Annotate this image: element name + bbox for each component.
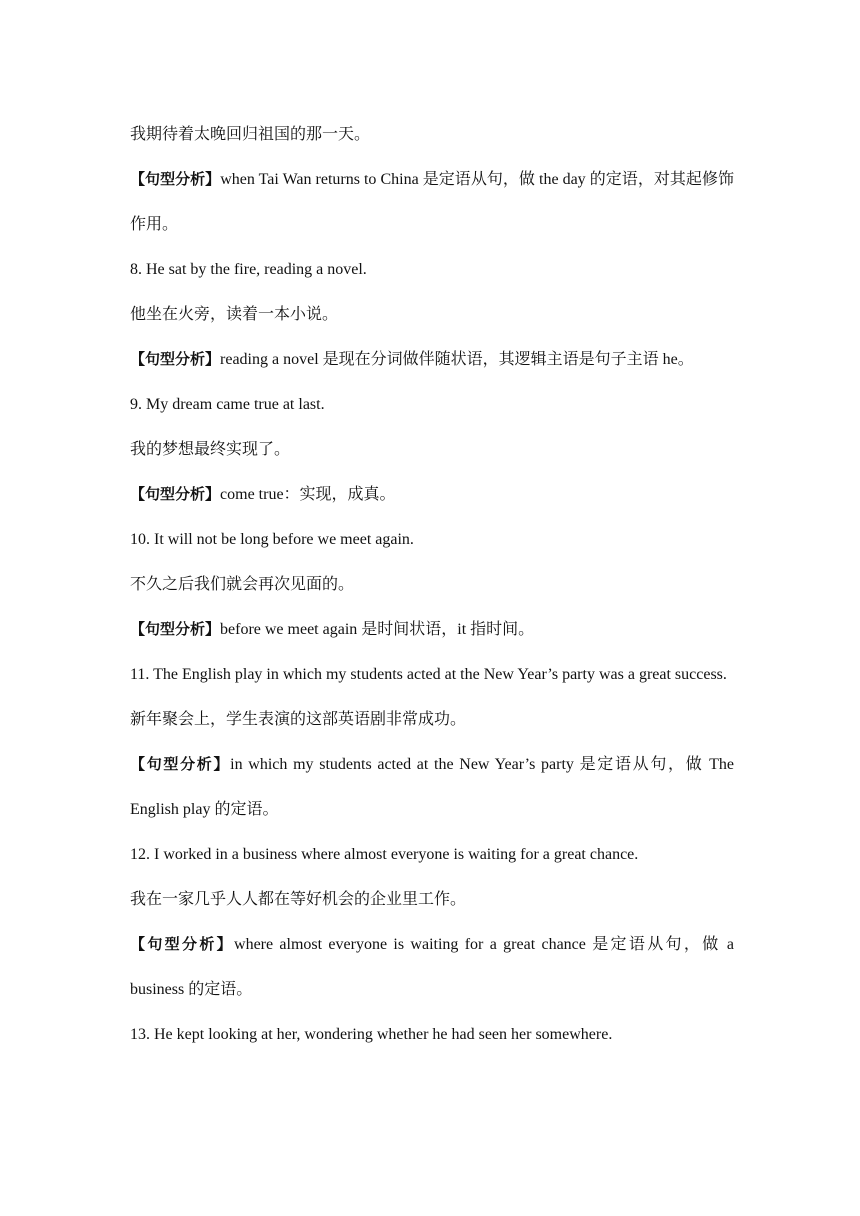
analysis-paragraph (130, 922, 734, 1012)
analysis-label: 【句型分析】 (130, 935, 235, 953)
analysis-text: reading a novel 是现在分词做伴随状语，其逻辑主语是句子主语 he。 (220, 351, 694, 368)
analysis-text: in which my students acted at the New Year’s party 是定语从句，做 The English play 的定语。 (130, 756, 734, 818)
sentence-paragraph: 11. The English play in which my students acted at the New Year’s party was a great success. (130, 666, 727, 683)
document-body (130, 112, 734, 1057)
analysis-label: 【句型分析】 (130, 620, 221, 638)
analysis-label: 【句型分析】 (130, 485, 221, 503)
analysis-text: before we meet again 是时间状语，it 指时间。 (220, 621, 535, 638)
sentence-line: 12. I worked in a business where almost everyone is waiting for a great chance. (130, 846, 639, 863)
analysis-label: 【句型分析】 (130, 350, 221, 368)
sentence-line: 8. He sat by the fire, reading a novel. (130, 261, 367, 278)
translation-line: 他坐在火旁，读着一本小说。 (130, 306, 339, 323)
translation-line: 不久之后我们就会再次见面的。 (130, 576, 355, 593)
sentence-line: 9. My dream came true at last. (130, 396, 325, 413)
analysis-paragraph (130, 157, 734, 247)
translation-line: 我的梦想最终实现了。 (130, 441, 291, 458)
analysis-text: when Tai Wan returns to China 是定语从句，做 the day 的定语，对其起修饰作用。 (130, 171, 734, 233)
analysis-label: 【句型分析】 (130, 170, 221, 188)
analysis-paragraph (130, 742, 734, 832)
analysis-text: where almost everyone is waiting for a great chance 是定语从句，做 a business 的定语。 (130, 936, 734, 998)
sentence-line: 13. He kept looking at her, wondering whether he had seen her somewhere. (130, 1026, 613, 1043)
translation-line: 我期待着太晚回归祖国的那一天。 (130, 126, 371, 143)
analysis-label: 【句型分析】 (130, 755, 231, 773)
sentence-line: 10. It will not be long before we meet again. (130, 531, 414, 548)
analysis-paragraph (130, 472, 734, 517)
analysis-paragraph (130, 337, 734, 382)
translation-line: 新年聚会上，学生表演的这部英语剧非常成功。 (130, 711, 467, 728)
translation-line: 我在一家几乎人人都在等好机会的企业里工作。 (130, 891, 467, 908)
analysis-text: come true：实现，成真。 (220, 486, 396, 503)
analysis-paragraph (130, 607, 734, 652)
